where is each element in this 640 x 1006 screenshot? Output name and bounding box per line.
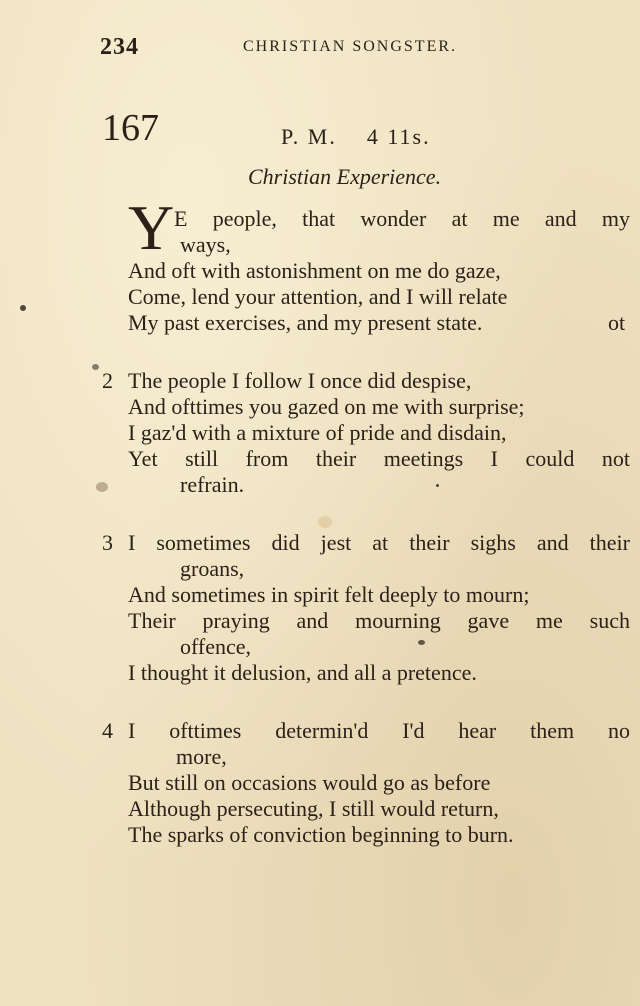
verse-number: 3 [102,530,113,555]
verse-line: But still on occasions would go as before [128,770,491,795]
running-title: CHRISTIAN SONGSTER. [243,38,458,55]
verse-line: The sparks of conviction beginning to burn. [128,822,514,847]
verse-line: groans, [180,556,245,581]
page-header [100,34,610,60]
verse-line: Although persecuting, I still would return, [128,796,499,821]
verse-line: E people, that wonder at me and my [174,206,630,231]
ink-speck [20,305,26,311]
hymn-number: 167 [102,107,159,149]
ink-speck [92,364,99,370]
verse-line: My past exercises, and my present state. [128,310,483,335]
verse-line: refrain. [180,472,245,497]
verse-line: And ofttimes you gazed on me with surprise; [128,394,525,419]
verse-number: 4 [102,718,113,743]
verse-line: Their praying and mourning gave me such [128,608,630,633]
verse-line: Come, lend your attention, and I will relate [128,284,508,309]
verse-line: Yet still from their meetings I could not [128,446,630,471]
ink-speck [436,484,439,487]
hymn-title: Christian Experience. [248,164,442,189]
verse-line: And oft with astonishment on me do gaze, [128,258,501,283]
verse-line: offence, [180,634,252,659]
drop-cap: Y [128,192,175,263]
verse-line: ways, [180,232,231,257]
verse-line: I gaz'd with a mixture of pride and disdain, [128,420,507,445]
verse-line: The people I follow I once did despise, [128,368,472,393]
foxing-spot [96,482,108,492]
hymn-meter: P. M. 4 11s. [281,124,431,149]
foxing-spot [318,516,332,528]
verse-line: I sometimes did jest at their sighs and their [128,530,630,555]
stray-mark: ot [608,310,626,335]
verse-line: I thought it delusion, and all a pretence. [128,660,477,685]
verse-number: 2 [102,368,113,393]
verse-line: more, [176,744,227,769]
verse-line: And sometimes in spirit felt deeply to mourn; [128,582,530,607]
page-number: 234 [100,34,139,60]
ink-speck [418,640,425,645]
verse-line: I ofttimes determin'd I'd hear them no [128,718,630,743]
